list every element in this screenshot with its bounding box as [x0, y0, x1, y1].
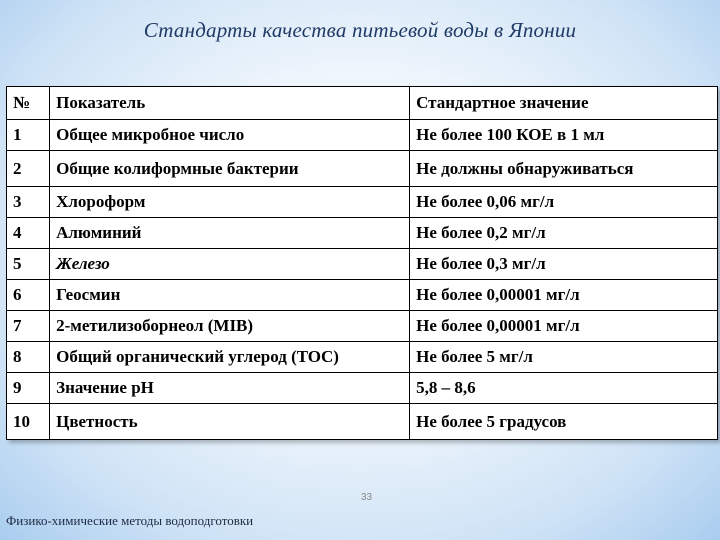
table-row	[7, 373, 718, 404]
row-value: Не должны обнаруживаться	[410, 151, 718, 187]
table-row	[7, 280, 718, 311]
row-number: 8	[7, 342, 50, 373]
row-value: Не более 0,06 мг/л	[410, 187, 718, 218]
row-indicator: Общий органический углерод (TOC)	[50, 342, 410, 373]
row-indicator: Алюминий	[50, 218, 410, 249]
row-number: 5	[7, 249, 50, 280]
header-number: №	[7, 87, 50, 120]
row-value: Не более 0,00001 мг/л	[410, 311, 718, 342]
row-number: 10	[7, 404, 50, 440]
row-indicator: Значение pH	[50, 373, 410, 404]
row-value: Не более 5 мг/л	[410, 342, 718, 373]
row-indicator: Общее микробное число	[50, 120, 410, 151]
row-value: Не более 5 градусов	[410, 404, 718, 440]
row-number: 9	[7, 373, 50, 404]
slide-title: Стандарты качества питьевой воды в Японии	[143, 18, 577, 42]
table-row	[7, 151, 718, 187]
row-indicator: Хлороформ	[50, 187, 410, 218]
row-value: Не более 100 КОЕ в 1 мл	[410, 120, 718, 151]
row-number: 6	[7, 280, 50, 311]
table-row	[7, 404, 718, 440]
row-indicator: Геосмин	[50, 280, 410, 311]
row-value: Не более 0,2 мг/л	[410, 218, 718, 249]
row-indicator: Железо	[50, 249, 410, 280]
table-row	[7, 342, 718, 373]
row-number: 2	[7, 151, 50, 187]
footer-text: Физико-химические методы водоподготовки	[6, 513, 254, 528]
table-row	[7, 120, 718, 151]
table-row	[7, 187, 718, 218]
table-row	[7, 311, 718, 342]
table-row	[7, 249, 718, 280]
page-number: 33	[361, 492, 373, 503]
header-indicator: Показатель	[50, 87, 410, 120]
row-value: Не более 0,00001 мг/л	[410, 280, 718, 311]
row-number: 4	[7, 218, 50, 249]
row-number: 1	[7, 120, 50, 151]
row-indicator: 2-метилизоборнеол (MIB)	[50, 311, 410, 342]
water-quality-table	[6, 86, 718, 440]
header-value: Стандартное значение	[410, 87, 718, 120]
row-indicator: Общие колиформные бактерии	[50, 151, 410, 187]
row-number: 7	[7, 311, 50, 342]
table-row	[7, 218, 718, 249]
row-indicator: Цветность	[50, 404, 410, 440]
row-value: Не более 0,3 мг/л	[410, 249, 718, 280]
row-value: 5,8 – 8,6	[410, 373, 718, 404]
table-header-row	[7, 87, 718, 120]
row-number: 3	[7, 187, 50, 218]
